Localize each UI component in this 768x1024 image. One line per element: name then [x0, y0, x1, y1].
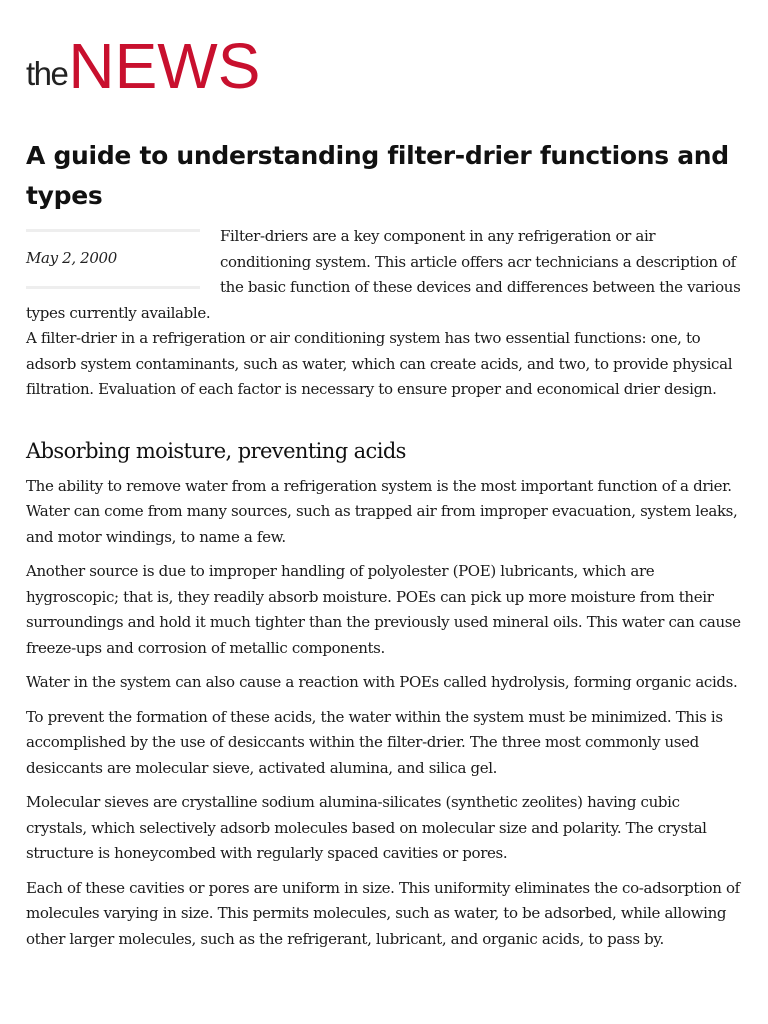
- publish-date: May 2, 2000: [26, 249, 117, 268]
- intro-paragraph: A filter-drier in a refrigeration or air conditioning system has two essential functions: one, to adsorb system contaminants, such as water, which can create acids, and two, to provide physical filtration. Evaluation of each factor is necessary to ensure proper and economical drier design.: [26, 329, 733, 398]
- article-title: A guide to understanding filter-drier functions and types: [26, 141, 729, 210]
- body-paragraph: Water in the system can also cause a reaction with POEs called hydrolysis, forming organic acids.: [26, 673, 738, 691]
- article-body: [26, 224, 742, 961]
- body-paragraph: Another source is due to improper handling of polyolester (POE) lubricants, which are hygroscopic; that is, they readily absorb moisture. POEs can pick up more moisture from their surroundings and hold it much tighter than the previously used mineral oils. This water can cause freeze-ups and corrosion of metallic components.: [26, 562, 741, 657]
- body-paragraph: Molecular sieves are crystalline sodium alumina-silicates (synthetic zeolites) having cubic crystals, which selectively adsorb molecules based on molecular size and polarity. The crystal structure is honeycombed with regularly spaced cavities or pores.: [26, 793, 707, 862]
- site-logo[interactable]: [26, 29, 261, 102]
- logo-news: NEWS: [68, 29, 261, 102]
- intro-paragraph: Filter-driers are a key component in any refrigeration or air conditioning system. This article offers acr technicians a description of the basic function of these devices and differences between the various types currently available.: [26, 227, 741, 322]
- body-paragraph: Each of these cavities or pores are uniform in size. This uniformity eliminates the co-adsorption of molecules varying in size. This permits molecules, such as water, to be adsorbed, while allowing other larger molecules, such as the refrigerant, lubricant, and organic acids, to pass by.: [26, 878, 740, 948]
- body-paragraph: The ability to remove water from a refrigeration system is the most important function of a drier. Water can come from many sources, such as trapped air from improper evacuation, system leaks, and motor windings, to name a few.: [26, 476, 738, 546]
- section-heading: Absorbing moisture, preventing acids: [26, 438, 406, 463]
- logo-the: the: [26, 55, 68, 92]
- body-paragraph: To prevent the formation of these acids, the water within the system must be minimized. This is accomplished by the use of desiccants within the filter-drier. The three most commonly used desiccants are molecular sieve, activated alumina, and silica gel.: [26, 707, 723, 777]
- article-meta: [26, 229, 200, 289]
